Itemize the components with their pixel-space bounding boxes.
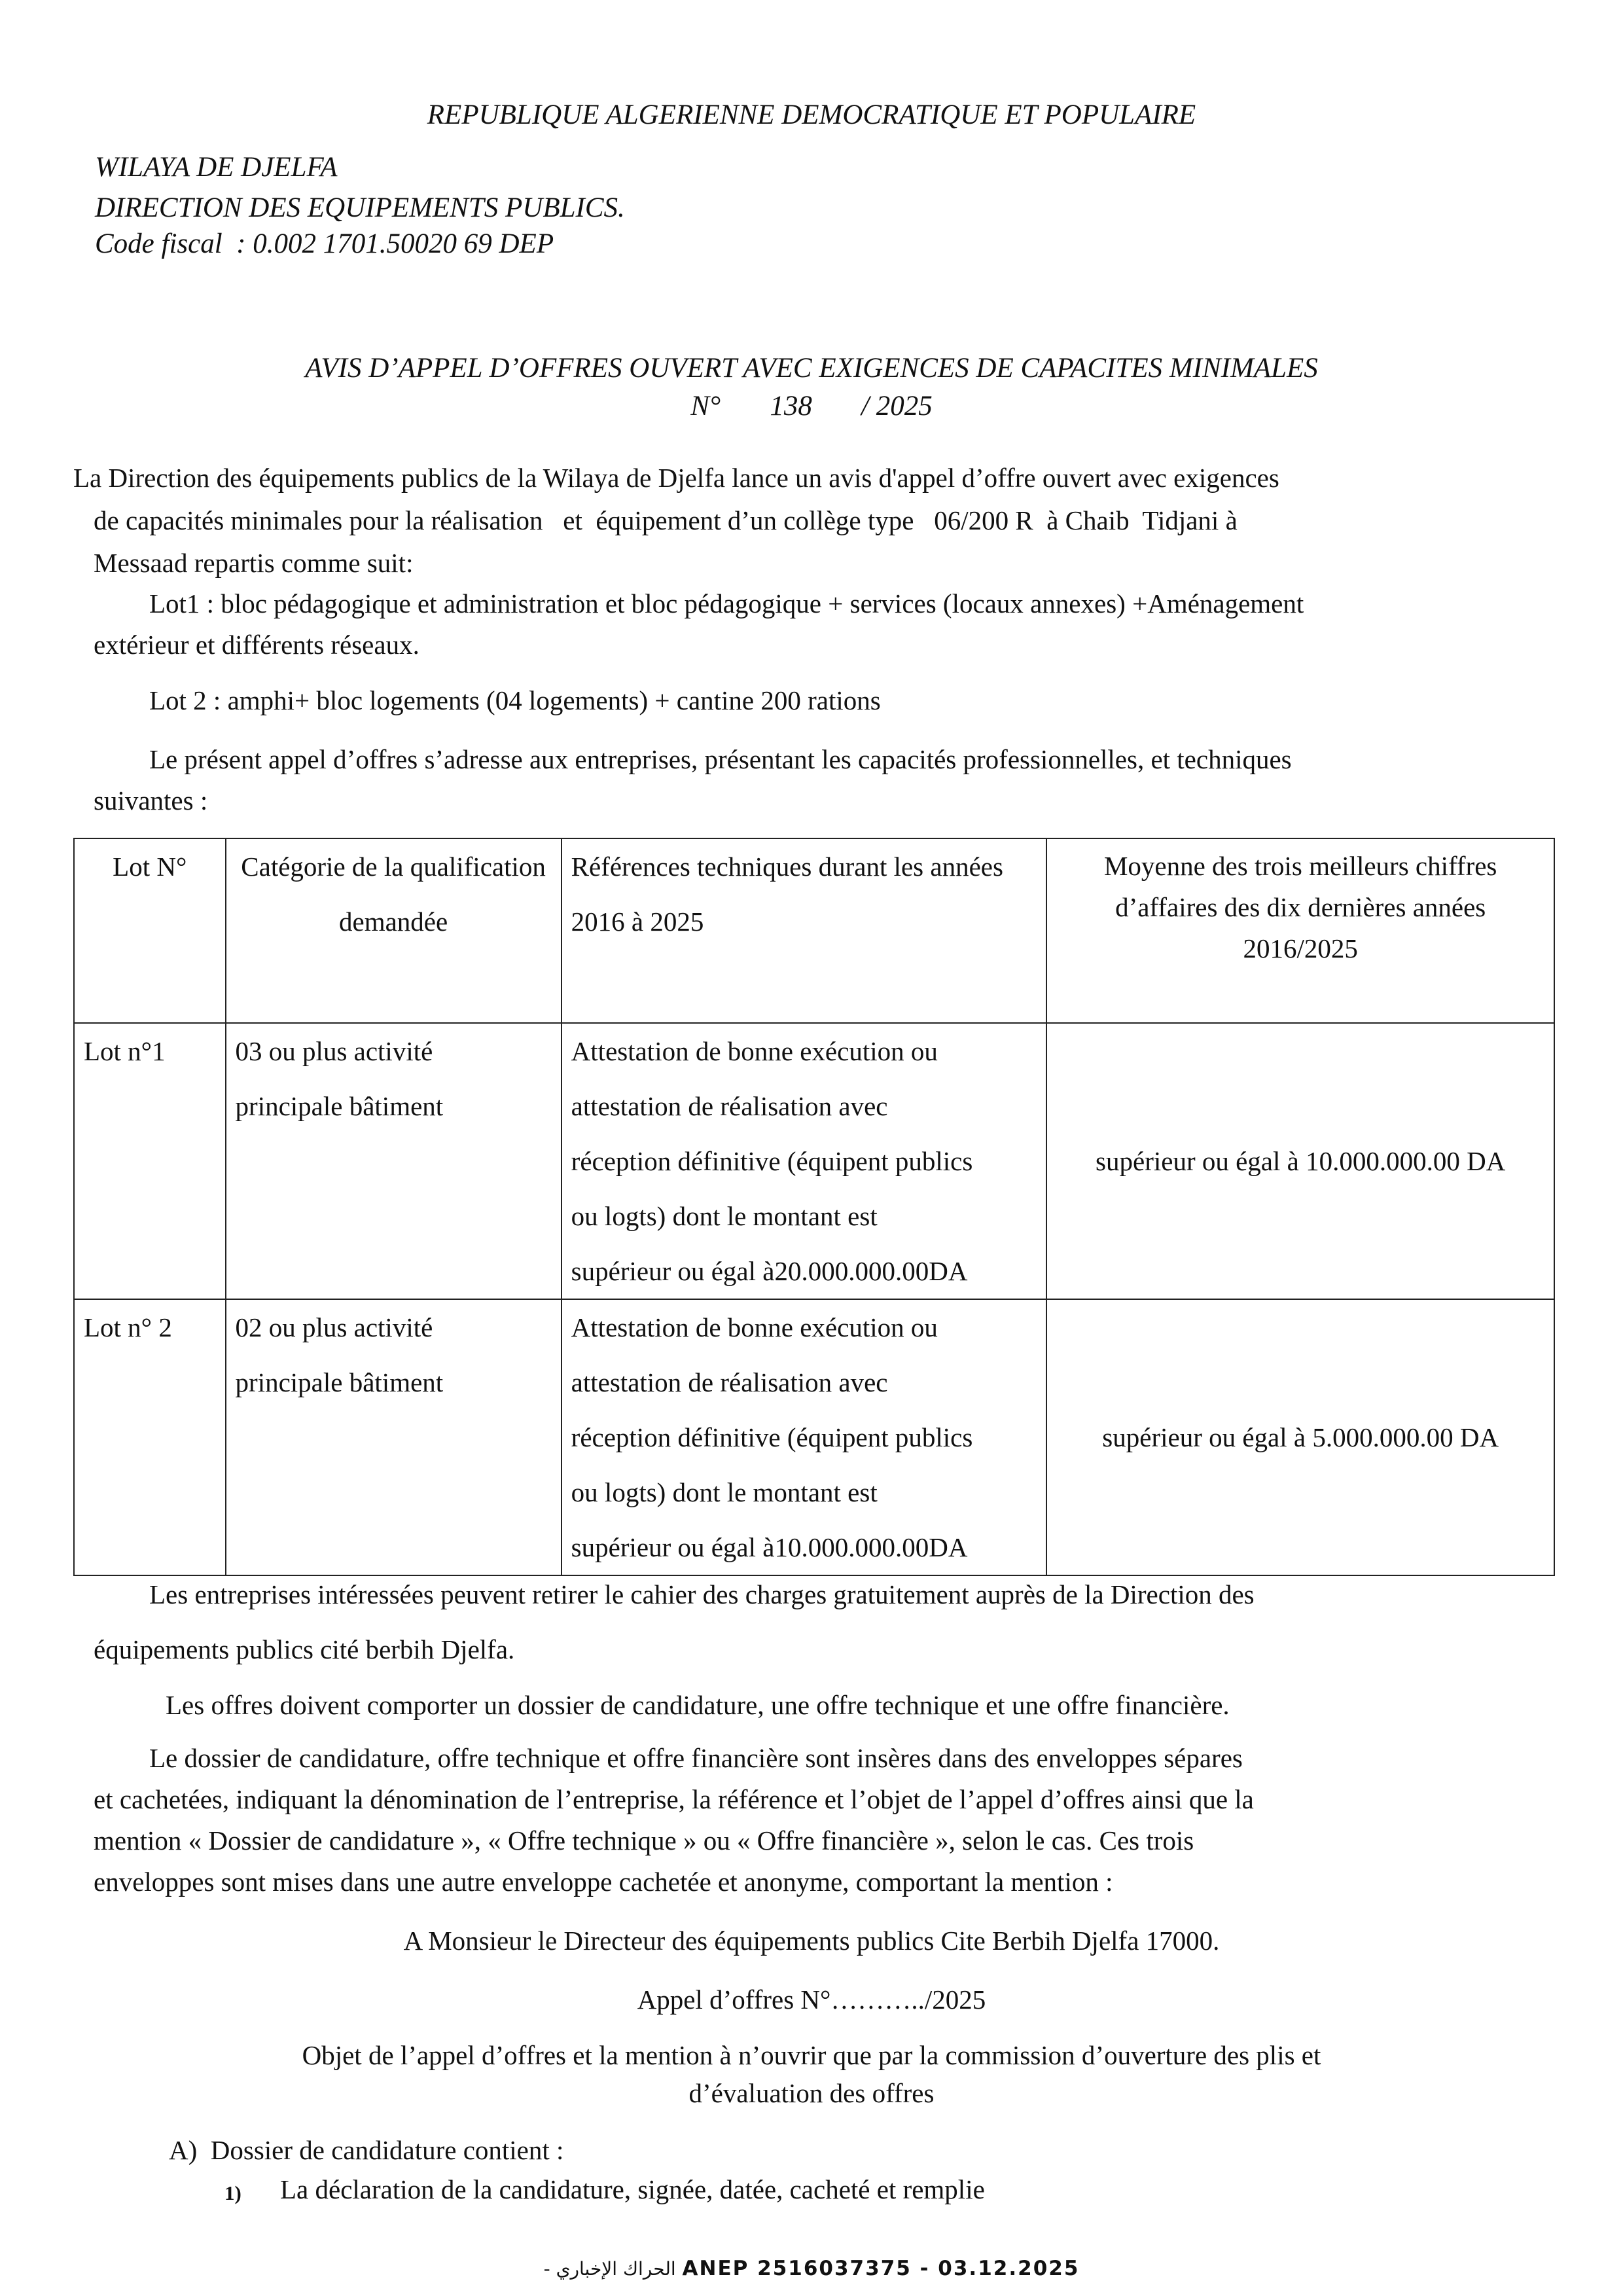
row2-categorie [226, 1299, 562, 1575]
header-lot [74, 838, 226, 1023]
row1-categorie-l1: 03 ou plus activité [235, 1036, 433, 1066]
dossier-line-3: mention « Dossier de candidature », « Offre technique » ou « Offre financière », selon le cas. Ces trois [94, 1825, 1194, 1856]
wilaya-line: WILAYA DE DJELFA [95, 152, 338, 183]
row1-moyenne-text: supérieur ou égal à 10.000.000.00 DA [1096, 1146, 1506, 1176]
row1-categorie [226, 1023, 562, 1299]
row2-ref-l1: Attestation de bonne exécution ou [571, 1312, 938, 1342]
header-moyenne-text: Moyenne des trois meilleurs chiffres d’affaires des dix dernières années 2016/2025 [1103, 851, 1497, 963]
row1-ref-l2: attestation de réalisation avec [571, 1091, 888, 1121]
lot2-description: Lot 2 : amphi+ bloc logements (04 logements) + cantine 200 rations [149, 685, 881, 715]
row1-ref-l1: Attestation de bonne exécution ou [571, 1036, 938, 1066]
row2-lot-text: Lot n° 2 [84, 1312, 172, 1342]
publication-footer [0, 2257, 1623, 2280]
header-categorie-text: Catégorie de la qualification demandée [241, 852, 546, 937]
objet-line-1: Objet de l’appel d’offres et la mention à n’ouvrir que par la commission d’ouverture des plis et [302, 2040, 1321, 2070]
lot1-description: Lot1 : bloc pédagogique et administration et bloc pédagogique + services (locaux annexes) +Aménagement [149, 588, 1304, 619]
requirements-table [73, 838, 1555, 1576]
row2-ref-l4: ou logts) dont le montant est [571, 1477, 878, 1507]
lot1-description-cont: extérieur et différents réseaux. [94, 630, 419, 660]
offres-line: Les offres doivent comporter un dossier de candidature, une offre technique et une offre financière. [166, 1690, 1230, 1720]
dossier-line-4: enveloppes sont mises dans une autre enveloppe cachetée et anonyme, comportant la mention : [94, 1867, 1113, 1897]
intro-line-1: La Direction des équipements publics de la Wilaya de Djelfa lance un avis d'appel d’offre ouvert avec exigences [73, 463, 1279, 493]
present-line-1: Le présent appel d’offres s’adresse aux entreprises, présentant les capacités professionnelles, et techniques [149, 744, 1292, 774]
item1-text: La déclaration de la candidature, signée, datée, cacheté et remplie [280, 2174, 985, 2204]
notice-title: AVIS D’APPEL D’OFFRES OUVERT AVEC EXIGENCES DE CAPACITES MINIMALES [305, 353, 1318, 384]
row2-ref-l3: réception définitive (équipent publics [571, 1422, 973, 1452]
row2-moyenne [1046, 1299, 1554, 1575]
present-line-2: suivantes : [94, 785, 208, 816]
header-categorie [226, 838, 562, 1023]
code-fiscal-line: Code fiscal : 0.002 1701.50020 69 DEP [95, 228, 554, 259]
objet-line-2: d’évaluation des offres [688, 2078, 935, 2108]
dossier-line-2: et cachetées, indiquant la dénomination de l’entreprise, la référence et l’objet de l’appel d’offres ainsi que la [94, 1784, 1254, 1814]
table-row [74, 1299, 1554, 1575]
row2-references [562, 1299, 1047, 1575]
footer-newspaper: الحراك الإخباري - [543, 2258, 676, 2280]
header-lot-text: Lot N° [113, 852, 187, 882]
header-references-text: Références techniques durant les années 2016 à 2025 [571, 852, 1003, 937]
row2-categorie-l1: 02 ou plus activité [235, 1312, 433, 1342]
row2-lot [74, 1299, 226, 1575]
retirer-line-1: Les entreprises intéressées peuvent retirer le cahier des charges gratuitement auprès de la Direction des [149, 1579, 1255, 1609]
table-row [74, 1023, 1554, 1299]
row2-categorie-l2: principale bâtiment [235, 1367, 444, 1397]
intro-line-2: de capacités minimales pour la réalisation et équipement d’un collège type 06/200 R à Chaib Tidjani à [94, 505, 1238, 535]
row1-references [562, 1023, 1047, 1299]
row2-moyenne-text: supérieur ou égal à 5.000.000.00 DA [1102, 1422, 1499, 1452]
row1-ref-l3: réception définitive (équipent publics [571, 1146, 973, 1176]
section-a-heading: A) Dossier de candidature contient : [169, 2135, 564, 2165]
footer-anep-reference: ANEP 2516037375 - 03.12.2025 [682, 2257, 1080, 2280]
row1-categorie-l2: principale bâtiment [235, 1091, 444, 1121]
header-moyenne [1046, 838, 1554, 1023]
table-header-row [74, 838, 1554, 1023]
notice-number: N° 138 / 2025 [690, 391, 933, 422]
row1-ref-l5: supérieur ou égal à20.000.000.00DA [571, 1256, 968, 1286]
row1-lot [74, 1023, 226, 1299]
item1-number: 1) [224, 2181, 241, 2204]
intro-line-3: Messaad repartis comme suit: [94, 548, 414, 578]
row1-moyenne [1046, 1023, 1554, 1299]
row2-ref-l2: attestation de réalisation avec [571, 1367, 888, 1397]
retirer-line-2: équipements publics cité berbih Djelfa. [94, 1634, 515, 1664]
row1-lot-text: Lot n°1 [84, 1036, 166, 1066]
appel-number-line: Appel d’offres N°………../2025 [637, 1984, 986, 2015]
header-references [562, 838, 1047, 1023]
republic-heading: REPUBLIQUE ALGERIENNE DEMOCRATIQUE ET POPULAIRE [427, 99, 1196, 130]
address-line: A Monsieur le Directeur des équipements publics Cite Berbih Djelfa 17000. [403, 1926, 1220, 1956]
direction-line: DIRECTION DES EQUIPEMENTS PUBLICS. [95, 192, 625, 223]
row2-ref-l5: supérieur ou égal à10.000.000.00DA [571, 1532, 968, 1562]
row1-ref-l4: ou logts) dont le montant est [571, 1201, 878, 1231]
dossier-line-1: Le dossier de candidature, offre technique et offre financière sont insères dans des enveloppes sépares [149, 1743, 1243, 1773]
